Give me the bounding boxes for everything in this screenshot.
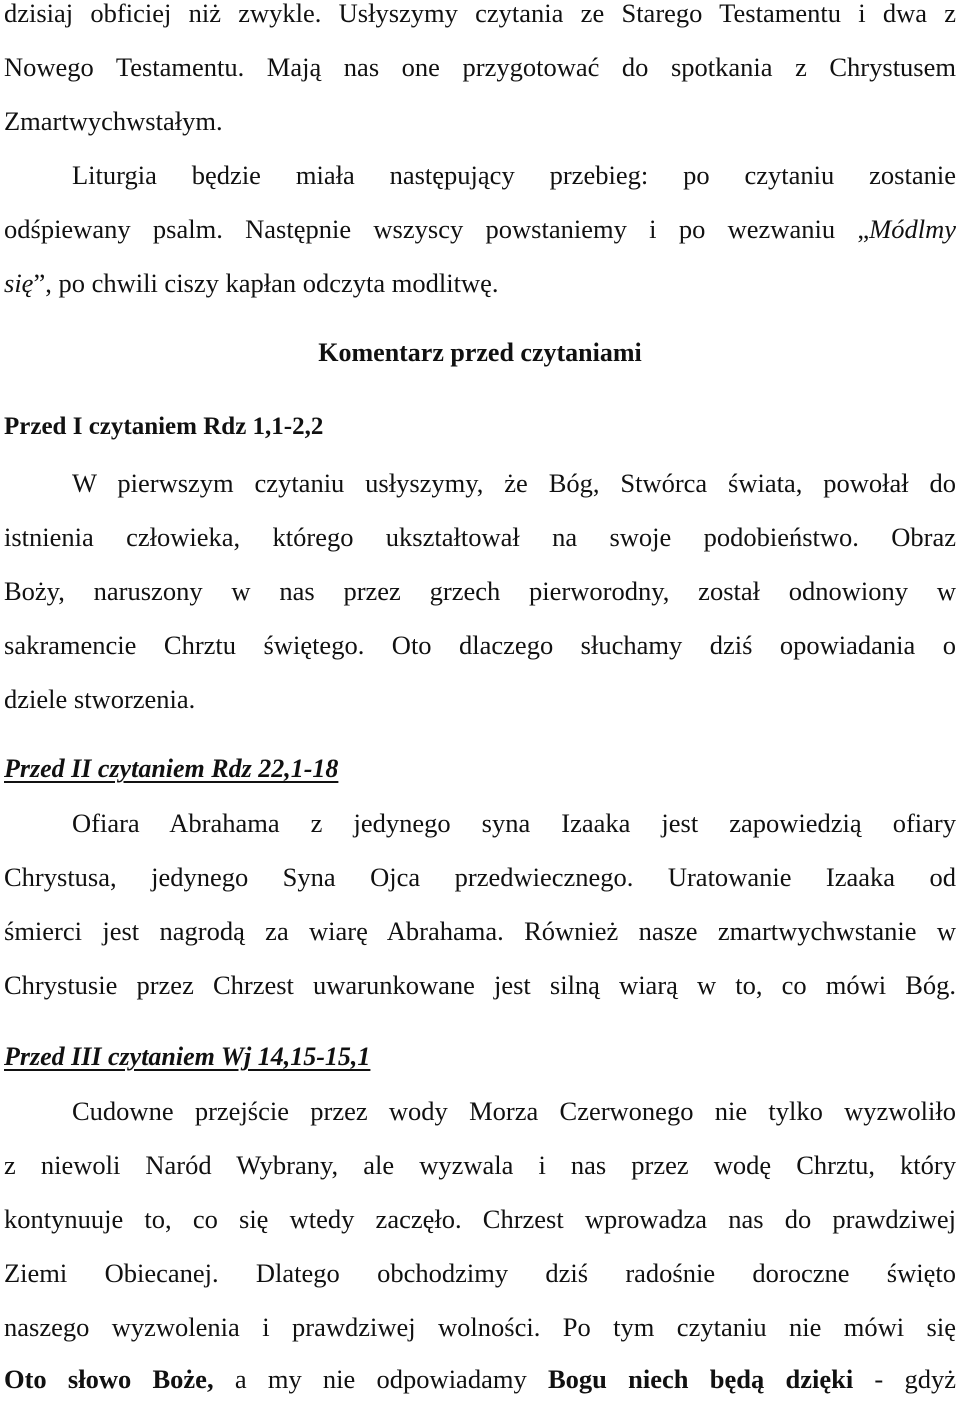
reading3-line-1: Cudowne przejście przez wody Morza Czerwonego nie tylko wyzwoliło <box>72 1096 956 1126</box>
reading1-heading: Przed I czytaniem Rdz 1,1-2,2 <box>4 413 324 440</box>
reading1-line-4: sakramencie Chrztu świętego. Oto dlaczego słuchamy dziś opowiadania o <box>4 630 956 660</box>
reading3-line-2: z niewoli Naród Wybrany, ale wyzwala i nas przez wodę Chrztu, który <box>4 1150 956 1180</box>
reading1-line-5: dziele stworzenia. <box>4 684 196 714</box>
intro-line-6-text: ”, po chwili ciszy kapłan odczyta modlitwę. <box>33 268 499 298</box>
intro-line-5-italic: Módlmy <box>869 214 956 244</box>
reading3-heading: Przed III czytaniem Wj 14,15-15,1 <box>4 1042 371 1071</box>
reading2-line-1: Ofiara Abrahama z jedynego syna Izaaka jest zapowiedzią ofiary <box>72 808 956 838</box>
bogu-niech-beda-dzieki-text: Bogu niech będą dzięki <box>547 1364 854 1394</box>
reading1-line-3: Boży, naruszony w nas przez grzech pierworodny, został odnowiony w <box>4 576 956 606</box>
intro-line-2: Nowego Testamentu. Mają nas one przygotować do spotkania z Chrystusem <box>4 52 956 82</box>
reading2-heading: Przed II czytaniem Rdz 22,1-18 <box>4 754 339 783</box>
reading3-line-4: Ziemi Obiecanej. Dlatego obchodzimy dziś radośnie doroczne święto <box>4 1258 956 1288</box>
reading2-line-2: Chrystusa, jedynego Syna Ojca przedwiecznego. Uratowanie Izaaka od <box>4 862 956 892</box>
intro-line-1: dzisiaj obficiej niż zwykle. Usłyszymy czytania ze Starego Testamentu i dwa z <box>4 0 956 28</box>
intro-line-6 <box>4 256 956 310</box>
reading1-line-2: istnienia człowieka, którego ukształtował na swoje podobieństwo. Obraz <box>4 522 956 552</box>
reading2-line-3: śmierci jest nagrodą za wiarę Abrahama. Również nasze zmartwychwstanie w <box>4 916 956 946</box>
reading3-line-6-text-1: a my nie odpowiadamy <box>213 1364 548 1394</box>
intro-line-4: Liturgia będzie miała następujący przebieg: po czytaniu zostanie <box>72 160 956 190</box>
intro-line-5 <box>4 202 956 256</box>
reading1-line-1: W pierwszym czytaniu usłyszymy, że Bóg, Stwórca świata, powołał do <box>72 468 956 498</box>
intro-line-6-italic: się <box>4 268 34 298</box>
intro-line-3: Zmartwychwstałym. <box>4 106 223 136</box>
reading3-line-6-text-2: - gdyż <box>853 1364 956 1394</box>
reading2-line-4: Chrystusie przez Chrzest uwarunkowane jest silną wiarą w to, co mówi Bóg. <box>4 970 956 1000</box>
section-title: Komentarz przed czytaniami <box>318 338 642 367</box>
oto-slowo-boze-text: Oto słowo Boże, <box>4 1364 214 1394</box>
reading3-line-5: naszego wyzwolenia i prawdziwej wolności. Po tym czytaniu nie mówi się <box>4 1312 956 1342</box>
reading3-line-3: kontynuuje to, co się wtedy zaczęło. Chrzest wprowadza nas do prawdziwej <box>4 1204 956 1234</box>
intro-line-5-text: odśpiewany psalm. Następnie wszyscy powstaniemy i po wezwaniu „ <box>4 214 870 244</box>
